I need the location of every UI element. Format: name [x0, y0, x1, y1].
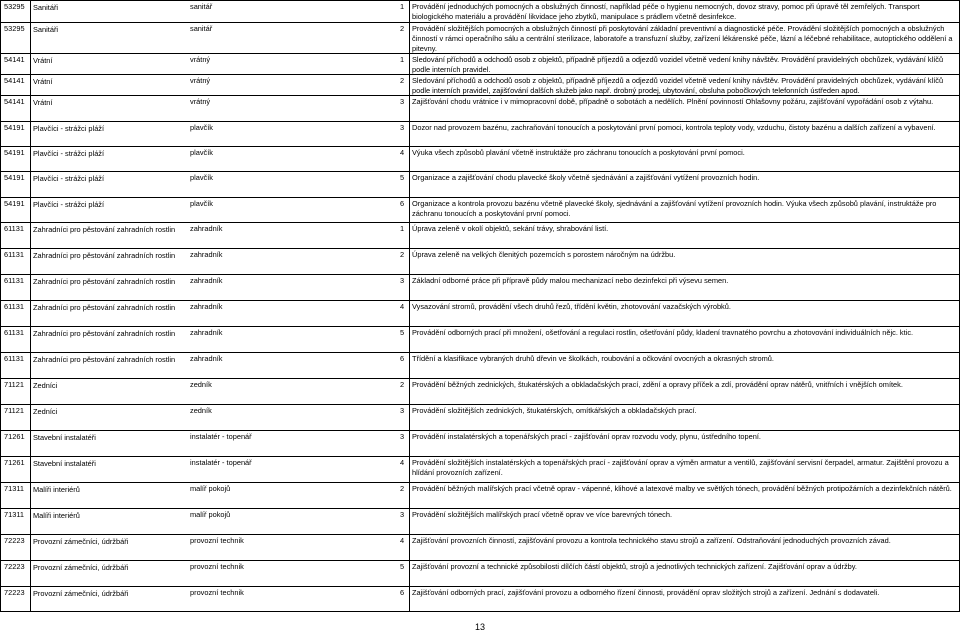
column-divider — [30, 379, 31, 404]
column-divider — [0, 223, 1, 248]
pay-level: 4 — [399, 536, 405, 545]
column-divider — [0, 54, 1, 74]
table-row — [0, 121, 960, 146]
occupation-name: Provozní zámečníci, údržbáři — [33, 589, 129, 598]
job-title: sanitář — [190, 2, 213, 11]
job-title: vrátný — [190, 55, 211, 64]
occupation-code: 53295 — [4, 24, 25, 33]
table-row — [0, 95, 960, 121]
pay-level: 5 — [399, 328, 405, 337]
work-description: Organizace a zajišťování chodu plavecké školy včetně sjednávání a zajišťování vytížení provozních hodin. — [412, 173, 760, 182]
pay-level: 1 — [399, 2, 405, 11]
column-divider — [30, 96, 31, 121]
job-title: zahradník — [190, 302, 223, 311]
occupation-code: 61131 — [4, 302, 25, 311]
occupation-name: Provozní zámečníci, údržbáři — [33, 563, 129, 572]
table-row — [0, 560, 960, 586]
table-row — [0, 430, 960, 456]
pay-level: 3 — [399, 406, 405, 415]
column-divider — [409, 353, 410, 378]
occupation-code: 53295 — [4, 2, 25, 11]
column-divider — [0, 147, 1, 171]
job-title: vrátný — [190, 76, 211, 85]
pay-level: 2 — [399, 380, 405, 389]
column-divider — [0, 431, 1, 456]
column-divider — [30, 535, 31, 560]
work-description: Výuka všech způsobů plavání včetně instruktáže pro záchranu tonoucích a poskytování první pomoci. — [412, 148, 745, 157]
table-row — [0, 248, 960, 274]
work-description: Provádění složitějších zednických, štukatérských, omítkářských a obkladačských prací. — [412, 406, 697, 415]
work-description: Zajišťování provozních činností, zajišťování provozu a kontrola technického stavu strojů a zařízení. Odstraňování jednoduchých provozních závad. — [412, 536, 891, 545]
column-divider — [409, 561, 410, 586]
column-divider — [0, 483, 1, 508]
work-description: Organizace a kontrola provozu bazénu včetně plavecké školy, sjednávání a zajišťování vytížení provozních hodin. Výuka všech způsobů plavání, instruktáže pro záchranu tonoucích a poskytování první pomoci. — [412, 199, 937, 218]
column-divider — [0, 301, 1, 326]
occupation-code: 61131 — [4, 276, 25, 285]
work-description: Provádění složitějších instalatérských a topenářských prací - zajišťování oprav a výměn armatur a ventilů, zajišťování servisní čerpadel, armatur. Zajištění provozu a hlídání provozních zařízení. — [412, 458, 949, 477]
occupation-code: 71261 — [4, 458, 25, 467]
work-description: Provádění složitějších pomocných a obslužných činností při poskytování základní preventivní a diagnostické péče. Provádění složitějších pomocných a obslužných činností v rámci operačního sálu a centrální sterilizace, laboratoře a transfuzní služby, zařízení lékárenské péče, lázní a léčebné rehabilitace, autoptického oddělení a pitevny. — [412, 24, 953, 53]
table-row — [0, 0, 960, 22]
work-description: Vysazování stromů, provádění všech druhů řezů, třídění květin, zhotovování vazačských výrobků. — [412, 302, 731, 311]
occupation-code: 61131 — [4, 224, 25, 233]
occupation-code: 61131 — [4, 250, 25, 259]
column-divider — [0, 405, 1, 430]
column-divider — [30, 431, 31, 456]
occupation-name: Malíři interiérů — [33, 511, 80, 520]
table-row — [0, 586, 960, 612]
occupation-code: 71261 — [4, 432, 25, 441]
column-divider — [30, 275, 31, 300]
table-row — [0, 456, 960, 482]
work-description: Provádění instalatérských a topenářských prací - zajišťování oprav rozvodu vody, plynu, ústředního topení. — [412, 432, 761, 441]
job-title: plavčík — [190, 148, 214, 157]
occupation-name: Malíři interiérů — [33, 485, 80, 494]
column-divider — [30, 353, 31, 378]
pay-level: 3 — [399, 510, 405, 519]
occupation-name: Plavčíci - strážci pláží — [33, 174, 105, 183]
occupation-name: Sanitáři — [33, 3, 59, 12]
job-title: zahradník — [190, 250, 223, 259]
column-divider — [0, 198, 1, 222]
pay-level: 2 — [399, 250, 405, 259]
column-divider — [409, 301, 410, 326]
job-title: sanitář — [190, 24, 213, 33]
table-row — [0, 508, 960, 534]
occupation-name: Stavební instalatéři — [33, 459, 96, 468]
pay-level: 2 — [399, 76, 405, 85]
column-divider — [0, 587, 1, 611]
column-divider — [30, 587, 31, 611]
column-divider — [0, 122, 1, 146]
column-divider — [409, 327, 410, 352]
column-divider — [0, 561, 1, 586]
occupation-name: Zedníci — [33, 407, 58, 416]
column-divider — [30, 1, 31, 22]
column-divider — [0, 379, 1, 404]
column-divider — [30, 172, 31, 197]
column-divider — [30, 23, 31, 53]
pay-level: 3 — [399, 123, 405, 132]
work-description: Provádění běžných malířských prací včetně oprav - vápenné, klihové a latexové malby ve světlých tónech, provádění běžných protipožárních a dezinfekčních nátěrů. — [412, 484, 952, 493]
occupation-name: Plavčíci - strážci pláží — [33, 149, 105, 158]
job-title: provozní technik — [190, 536, 244, 545]
job-title: instalatér - topenář — [190, 458, 252, 467]
column-divider — [30, 561, 31, 586]
occupation-name: Vrátní — [33, 56, 53, 65]
occupation-code: 54191 — [4, 148, 25, 157]
column-divider — [409, 535, 410, 560]
page-number: 13 — [474, 622, 485, 632]
work-description: Sledování příchodů a odchodů osob z objektů, případně příjezdů a odjezdů vozidel včetně vedení knihy návštěv. Provádění pravidelných obchůzek, vydávání klíčů podle interních pravidel, zajišťování dalších služeb jako např. drobný prodej, ubytování, obsluha pobočkových telefonních ústředen apod. — [412, 76, 944, 95]
pay-level: 3 — [399, 432, 405, 441]
pay-level: 2 — [399, 24, 405, 33]
column-divider — [0, 353, 1, 378]
job-title: zedník — [190, 406, 212, 415]
column-divider — [30, 122, 31, 146]
job-title: zahradník — [190, 224, 223, 233]
pay-level: 2 — [399, 484, 405, 493]
pay-level: 6 — [399, 199, 405, 208]
job-title: malíř pokojů — [190, 484, 231, 493]
occupation-name: Zahradníci pro pěstování zahradních rostlin — [33, 277, 176, 286]
table-row — [0, 482, 960, 508]
job-title: zahradník — [190, 354, 223, 363]
work-description: Třídění a klasifikace vybraných druhů dřevin ve školkách, roubování a očkování ovocných a okrasných stromů. — [412, 354, 774, 363]
column-divider — [409, 198, 410, 222]
table-row — [0, 326, 960, 352]
column-divider — [409, 509, 410, 534]
occupation-name: Zahradníci pro pěstování zahradních rostlin — [33, 225, 176, 234]
occupation-name: Zahradníci pro pěstování zahradních rostlin — [33, 355, 176, 364]
column-divider — [409, 431, 410, 456]
table-row — [0, 352, 960, 378]
pay-level: 4 — [399, 148, 405, 157]
column-divider — [0, 275, 1, 300]
occupation-code: 54191 — [4, 199, 25, 208]
pay-level: 4 — [399, 458, 405, 467]
column-divider — [0, 327, 1, 352]
column-divider — [0, 509, 1, 534]
table-row — [0, 378, 960, 404]
column-divider — [30, 249, 31, 274]
occupation-code: 54141 — [4, 97, 25, 106]
column-divider — [409, 1, 410, 22]
work-description: Úprava zeleně na velkých členitých pozemcích s porostem náročným na údržbu. — [412, 250, 676, 259]
occupation-name: Zahradníci pro pěstování zahradních rostlin — [33, 329, 176, 338]
column-divider — [409, 172, 410, 197]
work-description: Dozor nad provozem bazénu, zachraňování tonoucích a poskytování první pomoci, kontrola teploty vody, vzduchu, čistoty bazénu a dalších zařízení a vybavení. — [412, 123, 936, 132]
occupation-code: 72223 — [4, 562, 25, 571]
column-divider — [30, 301, 31, 326]
pay-level: 6 — [399, 588, 405, 597]
column-divider — [30, 457, 31, 482]
occupation-code: 61131 — [4, 354, 25, 363]
column-divider — [30, 223, 31, 248]
column-divider — [0, 23, 1, 53]
column-divider — [30, 483, 31, 508]
column-divider — [409, 483, 410, 508]
job-title: provozní technik — [190, 588, 244, 597]
work-description: Zajišťování provozní a technické způsobilosti dílčích částí objektů, strojů a jednotlivých technických zařízení. Zajišťování oprav a údržby. — [412, 562, 857, 571]
column-divider — [409, 379, 410, 404]
table-row — [0, 300, 960, 326]
column-divider — [0, 535, 1, 560]
occupation-name: Plavčíci - strážci pláží — [33, 124, 105, 133]
work-description: Provádění odborných prací při množení, ošetřování a regulaci rostlin, ošetřování půdy, kladení travnatého povrchu a zhotovování individuálních nějc. ktic. — [412, 328, 914, 337]
occupation-code: 54191 — [4, 123, 25, 132]
occupation-code: 71121 — [4, 406, 25, 415]
column-divider — [409, 587, 410, 611]
column-divider — [409, 54, 410, 74]
occupation-code: 71311 — [4, 510, 25, 519]
table-row — [0, 171, 960, 197]
table-row — [0, 53, 960, 74]
column-divider — [409, 75, 410, 95]
pay-level: 3 — [399, 97, 405, 106]
work-description: Provádění běžných zednických, štukatérských a obkladačských prací, zdění a opravy příček a zdí, provádění oprav nátěrů, vnitřních i vnějších omítek. — [412, 380, 903, 389]
column-divider — [0, 1, 1, 22]
occupation-name: Sanitáři — [33, 25, 59, 34]
occupation-code: 71311 — [4, 484, 25, 493]
occupation-name: Vrátní — [33, 77, 53, 86]
job-title: plavčík — [190, 199, 214, 208]
table-row — [0, 534, 960, 560]
column-divider — [409, 275, 410, 300]
column-divider — [409, 405, 410, 430]
work-description: Sledování příchodů a odchodů osob z objektů, případně příjezdů a odjezdů vozidel včetně vedení knihy návštěv. Provádění pravidelných obchůzek, vydávání klíčů podle interních pravidel. — [412, 55, 944, 74]
occupation-code: 54141 — [4, 76, 25, 85]
job-title: plavčík — [190, 123, 214, 132]
column-divider — [409, 147, 410, 171]
work-description: Provádění složitějších malířských prací včetně oprav ve více barevných tónech. — [412, 510, 673, 519]
pay-level: 1 — [399, 224, 405, 233]
job-title: instalatér - topenář — [190, 432, 252, 441]
column-divider — [30, 147, 31, 171]
column-divider — [0, 249, 1, 274]
occupation-name: Zedníci — [33, 381, 58, 390]
occupation-name: Zahradníci pro pěstování zahradních rostlin — [33, 251, 176, 260]
work-description: Provádění jednoduchých pomocných a obslužných činností, například péče o hygienu nemocných, dovoz stravy, pomoc při úpravě těl zemřelých. Transport biologického materiálu a provádění likvidace jeho zbytků, manipulace s prádlem včetně desinfekce. — [412, 2, 920, 21]
job-title: zedník — [190, 380, 212, 389]
pay-level: 1 — [399, 55, 405, 64]
work-description: Zajišťování chodu vrátnice i v mimopracovní době, případně o sobotách a nedělích. Plnění povinností Ohlašovny požáru, zajišťování vypořádání osob z výtahu. — [412, 97, 934, 106]
table-row — [0, 146, 960, 171]
occupation-name: Vrátní — [33, 98, 53, 107]
column-divider — [30, 509, 31, 534]
occupation-code: 54141 — [4, 55, 25, 64]
pay-level: 3 — [399, 276, 405, 285]
work-description: Zajišťování odborných prací, zajišťování provozu a odborného řízení činnosti, provádění oprav složitých strojů a zařízení. Jednání s dodavateli. — [412, 588, 880, 597]
column-divider — [409, 23, 410, 53]
table-row — [0, 197, 960, 222]
column-divider — [0, 75, 1, 95]
occupation-code: 71121 — [4, 380, 25, 389]
occupation-name: Provozní zámečníci, údržbáři — [33, 537, 129, 546]
column-divider — [30, 54, 31, 74]
occupation-name: Zahradníci pro pěstování zahradních rostlin — [33, 303, 176, 312]
job-title: vrátný — [190, 97, 211, 106]
column-divider — [30, 75, 31, 95]
column-divider — [409, 223, 410, 248]
table-row — [0, 274, 960, 300]
pay-level: 6 — [399, 354, 405, 363]
occupation-code: 72223 — [4, 536, 25, 545]
pay-level: 5 — [399, 562, 405, 571]
job-title: zahradník — [190, 276, 223, 285]
table-row — [0, 222, 960, 248]
occupation-code: 61131 — [4, 328, 25, 337]
job-title: malíř pokojů — [190, 510, 231, 519]
column-divider — [30, 198, 31, 222]
work-description: Úprava zeleně v okolí objektů, sekání trávy, shrabování listí. — [412, 224, 609, 233]
occupation-code: 72223 — [4, 588, 25, 597]
occupation-name: Plavčíci - strážci pláží — [33, 200, 105, 209]
column-divider — [409, 122, 410, 146]
occupation-code: 54191 — [4, 173, 25, 182]
job-title: zahradník — [190, 328, 223, 337]
pay-level: 5 — [399, 173, 405, 182]
column-divider — [409, 96, 410, 121]
table-row — [0, 74, 960, 95]
column-divider — [30, 327, 31, 352]
column-divider — [0, 172, 1, 197]
pay-level: 4 — [399, 302, 405, 311]
occupation-name: Stavební instalatéři — [33, 433, 96, 442]
column-divider — [409, 249, 410, 274]
column-divider — [0, 96, 1, 121]
work-description: Základní odborné práce při přípravě půdy malou mechanizací nebo dezinfekci při výsevu semen. — [412, 276, 729, 285]
column-divider — [409, 457, 410, 482]
column-divider — [0, 457, 1, 482]
column-divider — [30, 405, 31, 430]
job-title: provozní technik — [190, 562, 244, 571]
table-row — [0, 404, 960, 430]
table-row — [0, 22, 960, 53]
job-title: plavčík — [190, 173, 214, 182]
